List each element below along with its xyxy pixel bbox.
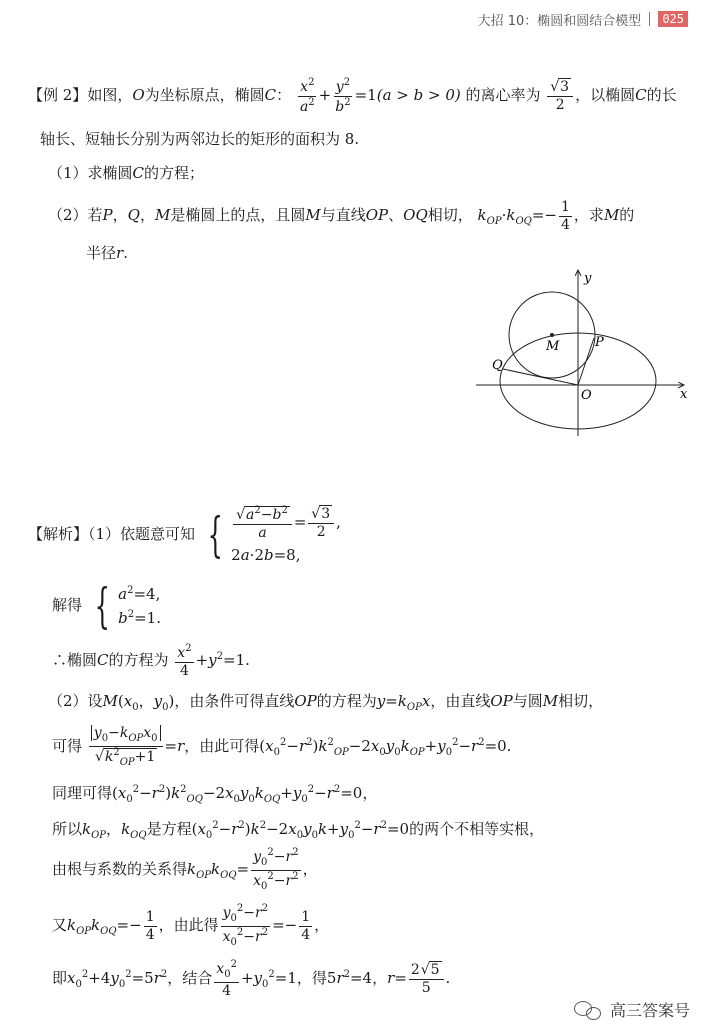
solution-ellipse-eq: ∴椭圆C的方程为 $\frac{x^2}{4}$ $+y^2=1$.	[52, 643, 250, 679]
label-m: M	[546, 339, 560, 354]
question-2-line-2: 半径r.	[86, 244, 128, 262]
chapter-title: 大招 10：椭圆和圆结合模型	[477, 13, 642, 29]
page-header	[478, 8, 688, 30]
question-2: （2）若P，Q，M是椭圆上的点，且圆M与直线OP、OQ相切， $k_{OP}\cdot k_{OQ}=-$ $\frac{1}{4}$ ，求M的	[48, 199, 635, 233]
solution-result: 即$x_0^2+4y_0^2=5r^2$，结合 $\frac{x_0^2}{4}$ $+y_0^2=1$，得$5r^2=4$，r= $\frac{2 √ 5}{5}$ .	[52, 960, 450, 998]
label-x: x	[680, 387, 688, 402]
solution-vieta: 由根与系数的关系得$k_{OP}k_{OQ}=$ $\frac{y_0^2-r^2}{x_0^2-r^2}$ ，	[52, 847, 318, 892]
solution-part-1: 【解析】（1）依题意可知 { √ $\frac{a^2-b^2}{a}$ = √ $\frac{3}{2}$ , 2a·2b=8,	[28, 506, 341, 564]
solution-same-oq: 同理可得$(x_0^2-r^2)k^2_{OQ}-2x_0y_0k_{OQ}+y_0^2-r^2=0$，	[52, 784, 378, 805]
watermark	[574, 998, 690, 1021]
wechat-icon	[574, 1000, 602, 1020]
question-1: （1）求椭圆C的方程；	[48, 164, 205, 182]
label-o: O	[581, 388, 592, 403]
line-op	[578, 338, 594, 385]
center-m-dot	[550, 333, 554, 337]
label-y: y	[584, 271, 592, 286]
ellipse-circle-figure	[476, 268, 691, 438]
solution-product: 又$k_{OP}k_{OQ}=-$ $\frac{1}{4}$ ，由此得 $\frac{y_0^2-r^2}{x_0^2-r^2}$ =− $\frac{1}{4}$ ，	[52, 903, 330, 948]
solution-solve: 解得 { $a^2=4$, $b^2=1$.	[52, 578, 161, 634]
label-p: P	[595, 335, 604, 350]
header-divider	[649, 12, 650, 26]
example-line-1: 【例 2】如图，O为坐标原点，椭圆C： $\frac{x^2}{a^2}$ + $\frac{y^2}{b^2}$ =1(a > b > 0) 的离心率为 √ $\frac{3}{2}$ ，以椭圆C的长	[28, 78, 677, 114]
solution-tangent-eq: 可得 $y_0-k_{OP}x_0$ √ $k^2_{OP}+1$ =r，由此可得$(x_0^2-r^2)k^2_{OP}-2x_0y_0k_{OP}+y_0^2-r^2=0$.	[52, 726, 511, 768]
example-line-2: 轴长、短轴长分别为两邻边长的矩形的面积为 8.	[40, 130, 360, 148]
solution-roots: 所以$k_{OP}$，$k_{OQ}$是方程$(x_0^2-r^2)k^2-2x_0y_0k+y_0^2-r^2=0$的两个不相等实根，	[52, 820, 545, 841]
label-q: Q	[492, 358, 503, 373]
line-oq	[503, 369, 578, 385]
solution-part-2: （2）设$M(x_0$，$y_0$)，由条件可得直线OP的方程为$y=k_{OP}x$，由直线OP与圆M相切，	[48, 692, 604, 713]
watermark-text: 高三答案号	[609, 1001, 690, 1020]
page-number: 025	[658, 11, 688, 27]
